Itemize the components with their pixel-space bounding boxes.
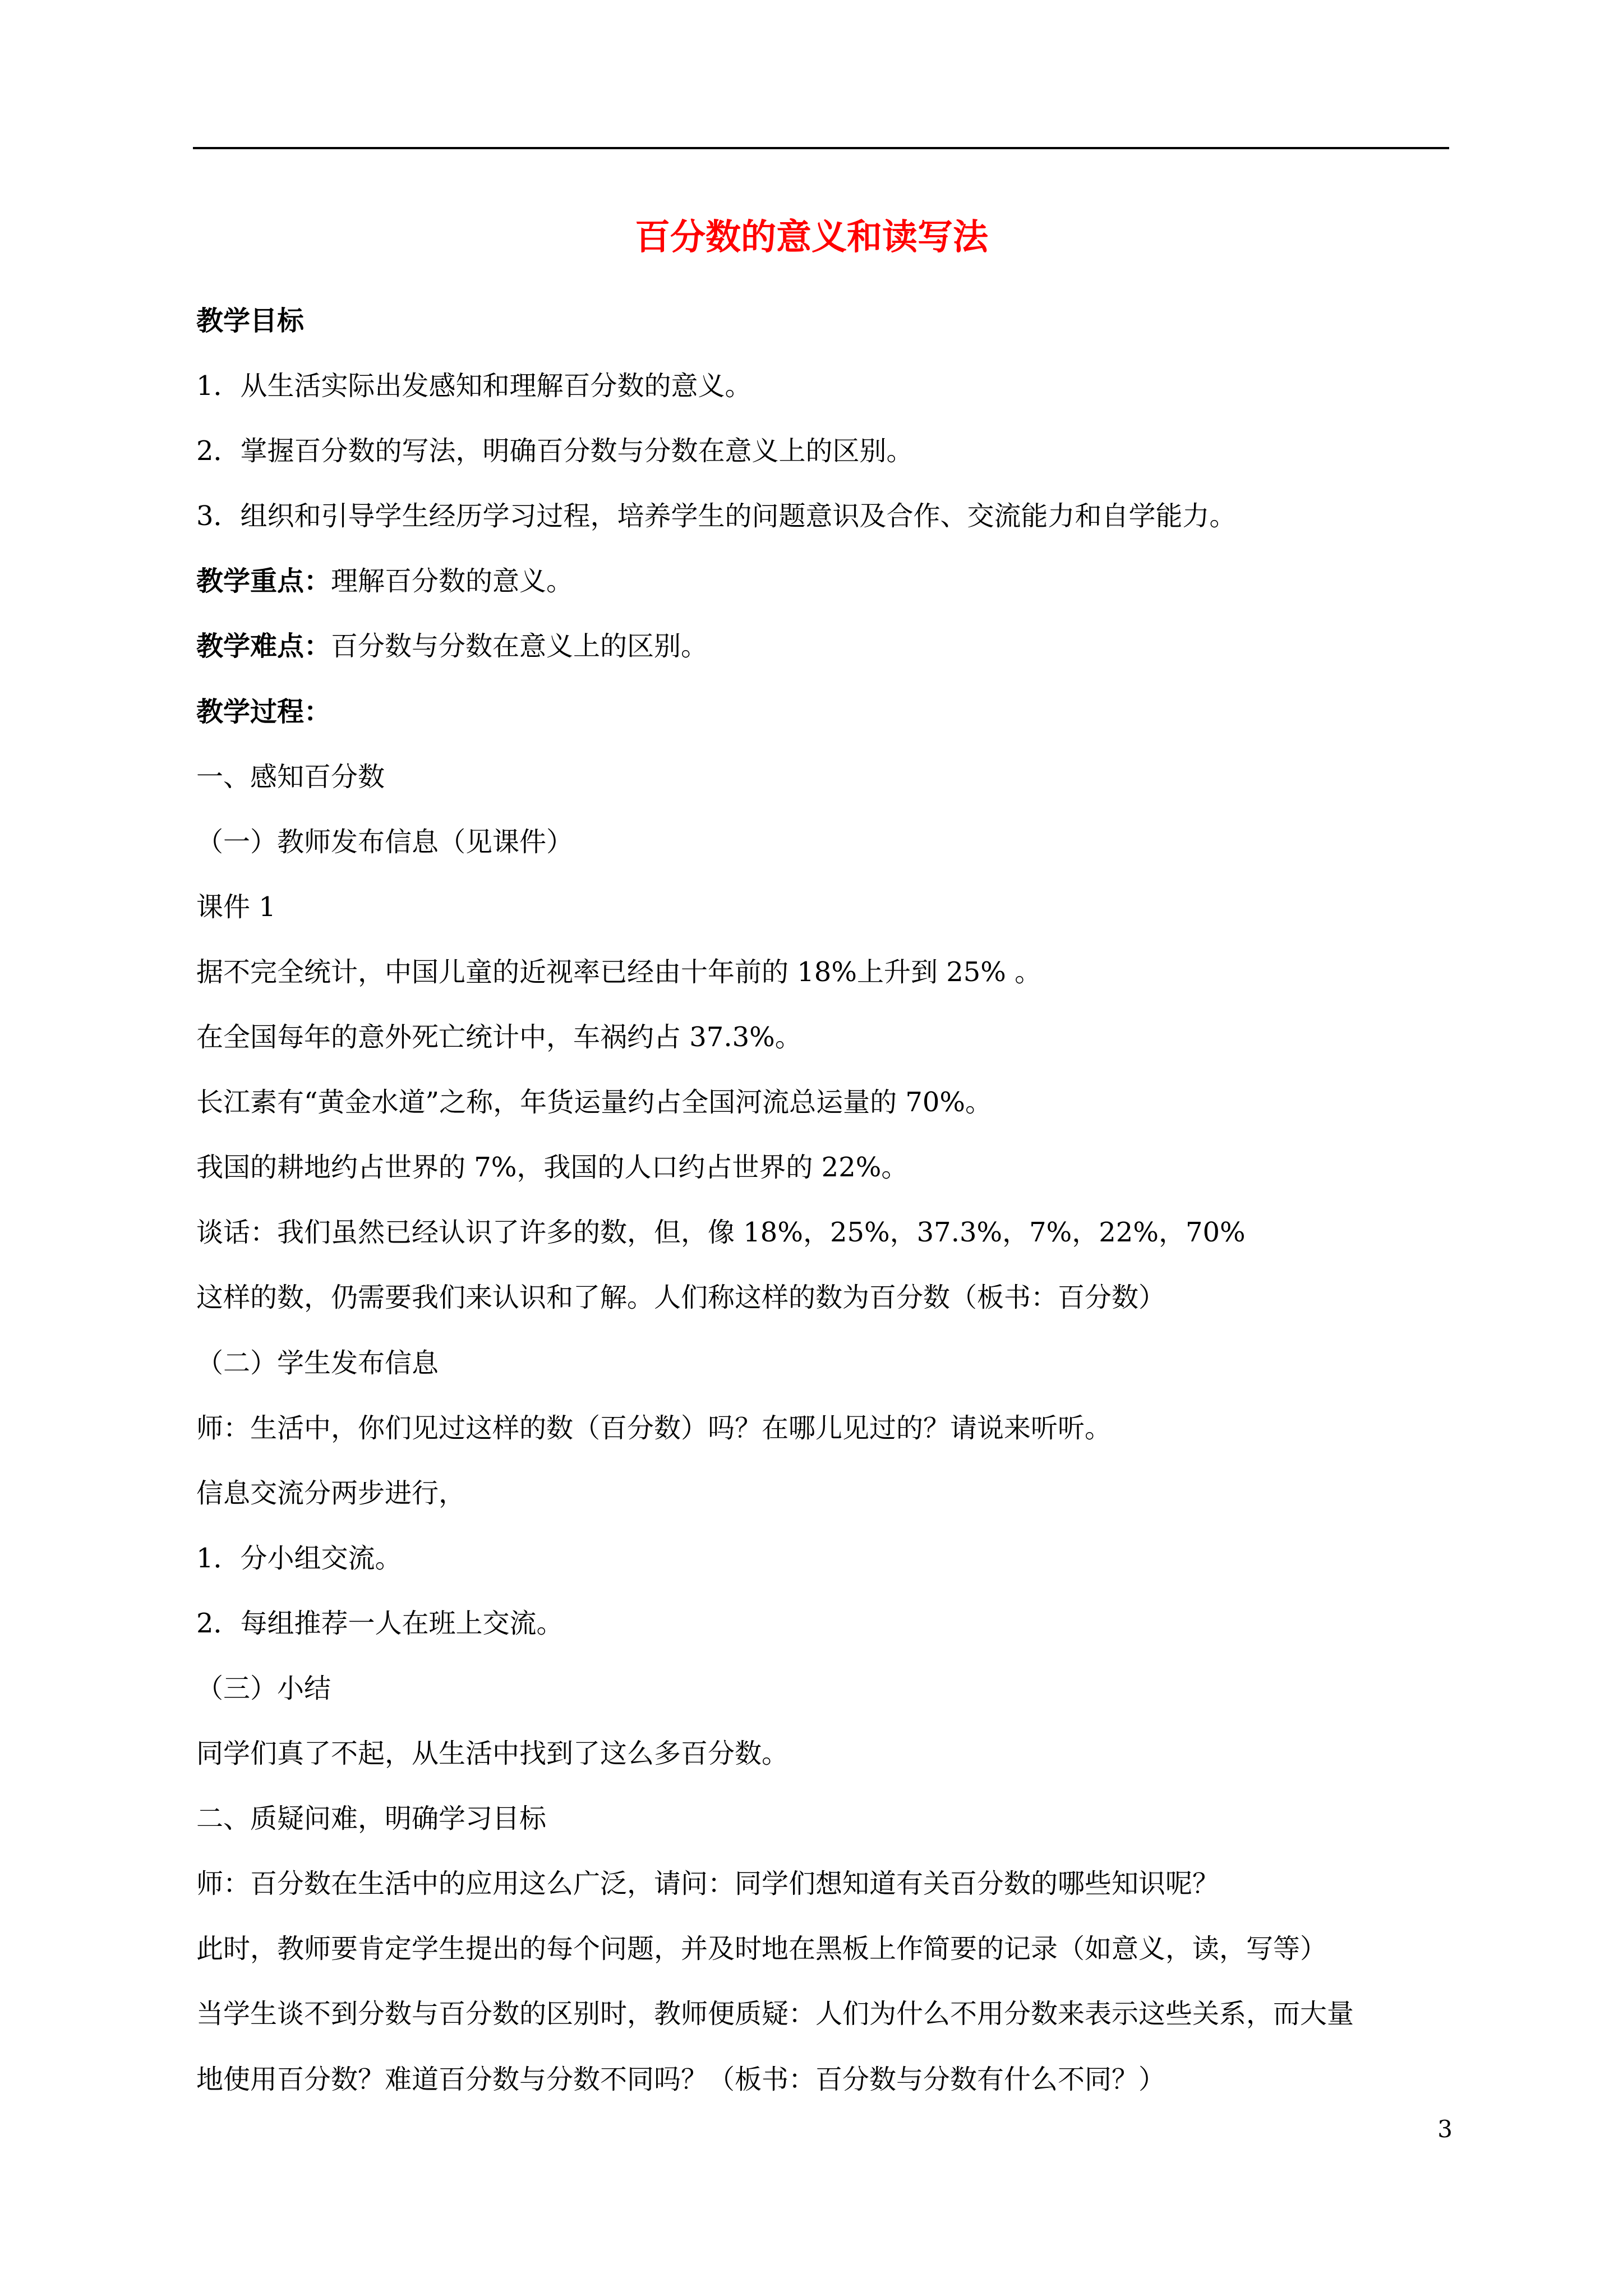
process-line: 此时，教师要肯定学生提出的每个问题，并及时地在黑板上作简要的记录（如意义，读，写等） <box>196 1933 1327 1965</box>
process-line: 信息交流分两步进行， <box>196 1477 466 1509</box>
process-line: 当学生谈不到分数与百分数的区别时，教师便质疑：人们为什么不用分数来表示这些关系，而大量 <box>196 1998 1354 2030</box>
process-line: 我国的耕地约占世界的 7%，我国的人口约占世界的 22%。 <box>196 1152 909 1184</box>
objective-item-1: 1．从生活实际出发感知和理解百分数的意义。 <box>196 370 752 402</box>
process-line: （一）教师发布信息（见课件） <box>196 826 574 858</box>
key-point-label: 教学重点： <box>196 565 331 597</box>
process-line: 同学们真了不起，从生活中找到了这么多百分数。 <box>196 1738 789 1770</box>
process-line: 师：百分数在生活中的应用这么广泛，请问：同学们想知道有关百分数的哪些知识呢？ <box>196 1868 1220 1900</box>
process-line: 地使用百分数？难道百分数与分数不同吗？（板书：百分数与分数有什么不同？） <box>196 2063 1166 2095</box>
document-title: 百分数的意义和读写法 <box>635 216 988 257</box>
difficulty-label: 教学难点： <box>196 631 331 662</box>
process-line: 谈话：我们虽然已经认识了许多的数，但，像 18%，25%，37.3%，7%，22%，70% <box>196 1217 1246 1249</box>
key-point-text: 理解百分数的意义。 <box>331 565 574 597</box>
process-line: 一、感知百分数 <box>196 761 385 793</box>
objective-item-3: 3．组织和引导学生经历学习过程，培养学生的问题意识及合作、交流能力和自学能力。 <box>196 500 1237 532</box>
header-rule <box>193 147 1449 149</box>
process-line: 1．分小组交流。 <box>196 1542 402 1574</box>
process-line: 师：生活中，你们见过这样的数（百分数）吗？在哪儿见过的？请说来听听。 <box>196 1412 1112 1444</box>
process-line: 长江素有“黄金水道”之称，年货运量约占全国河流总运量的 70%。 <box>196 1087 993 1119</box>
difficulty-text: 百分数与分数在意义上的区别。 <box>331 631 708 662</box>
process-line: 二、质疑问难，明确学习目标 <box>196 1803 547 1835</box>
objective-item-2: 2．掌握百分数的写法，明确百分数与分数在意义上的区别。 <box>196 435 914 467</box>
difficulty <box>196 614 1453 679</box>
process-line: （三）小结 <box>196 1672 331 1704</box>
process-line: 这样的数，仍需要我们来认识和了解。人们称这样的数为百分数（板书：百分数） <box>196 1282 1166 1314</box>
process-line: 在全国每年的意外死亡统计中，车祸约占 37.3%。 <box>196 1022 802 1053</box>
process-line: （二）学生发布信息 <box>196 1347 439 1379</box>
page-number: 3 <box>1437 2115 1453 2143</box>
document-body <box>196 288 1453 2112</box>
process-line: 2．每组推荐一人在班上交流。 <box>196 1607 564 1639</box>
process-line: 课件 1 <box>196 891 276 923</box>
process-line: 据不完全统计，中国儿童的近视率已经由十年前的 18%上升到 25% 。 <box>196 956 1042 988</box>
process-heading: 教学过程： <box>196 696 331 728</box>
key-point <box>196 549 1453 614</box>
objectives-heading: 教学目标 <box>196 305 305 337</box>
